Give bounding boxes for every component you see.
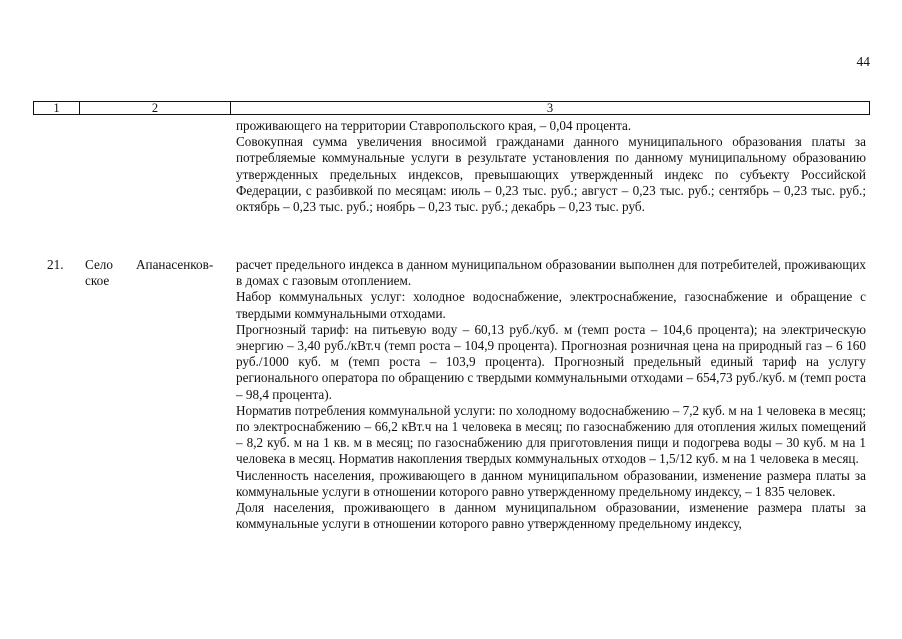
- continuation-paragraph: проживающего на территории Ставропольского края, – 0,04 процента.: [236, 118, 632, 133]
- column-header-row: [33, 101, 870, 115]
- row-paragraph: Доля населения, проживающего в данном муниципальном образовании, изменение размера платы за коммунальные услуги в отношении которого равно утвержденному предельному индексу,: [236, 500, 866, 532]
- column-header-2: 2: [80, 102, 231, 114]
- row-number: 21.: [47, 257, 64, 272]
- continuation-paragraph: Совокупная сумма увеличения вносимой гражданами данного муниципального образования платы за потребляемые коммунальные услуги в результате установления по данному муниципальному образованию утвержденных предельных индексов, превышающих утвержденный индекс по субъекту Российской Федерации, с разбивкой по месяцам: июль – 0,23 тыс. руб.; август – 0,23 тыс. руб.; сентябрь – 0,23 тыс. руб.; октябрь – 0,23 тыс. руб.; ноябрь – 0,23 тыс. руб.; декабрь – 0,23 тыс. руб.: [236, 134, 866, 215]
- row-paragraph: расчет предельного индекса в данном муниципальном образовании выполнен для потребителей, проживающих в домах с газовым отоплением.: [236, 257, 866, 289]
- row-paragraph: Прогнозный тариф: на питьевую воду – 60,13 руб./куб. м (темп роста – 104,6 процента); на электрическую энергию – 3,40 руб./кВт.ч (темп роста – 104,9 процента). Прогнозная розничная цена на природный газ – 6 160 руб./1000 куб. м (темп роста – 103,9 процента). Прогнозный предельный единый тариф на услугу регионального оператора по обращению с твердыми коммунальными отходами – 654,73 руб./куб. м (темп роста – 98,4 процента).: [236, 321, 866, 402]
- continuation-text: [236, 118, 866, 215]
- row-paragraph: Набор коммунальных услуг: холодное водоснабжение, электроснабжение, газоснабжение и обращение с твердыми коммунальными отходами.: [236, 289, 866, 321]
- row-settlement-type: Село ское: [85, 257, 113, 289]
- row-settlement-name: Апанасенков-: [136, 257, 214, 272]
- column-header-3: 3: [546, 101, 554, 115]
- row-paragraph: Численность населения, проживающего в данном муниципальном образовании, изменение размера платы за коммунальные услуги в отношении которого равно утвержденному предельному индексу, – 1 835 человек.: [236, 467, 866, 499]
- row-21-text: [236, 257, 866, 532]
- page-number: 44: [856, 54, 870, 69]
- row-paragraph: Норматив потребления коммунальной услуги: по холодному водоснабжению – 7,2 куб. м на 1 человека в месяц; по электроснабжению – 66,2 кВт.ч на 1 человека в месяц; по газоснабжению для отопления жилых помещений – 8,2 куб. м на 1 кв. м в месяц; по газоснабжению для приготовления пищи и подогрева воды – 30 куб. м на 1 человека в месяц. Норматив накопления твердых коммунальных отходов – 1,5/12 куб. м на 1 человека в месяц.: [236, 402, 866, 467]
- column-header-1: 1: [34, 102, 80, 114]
